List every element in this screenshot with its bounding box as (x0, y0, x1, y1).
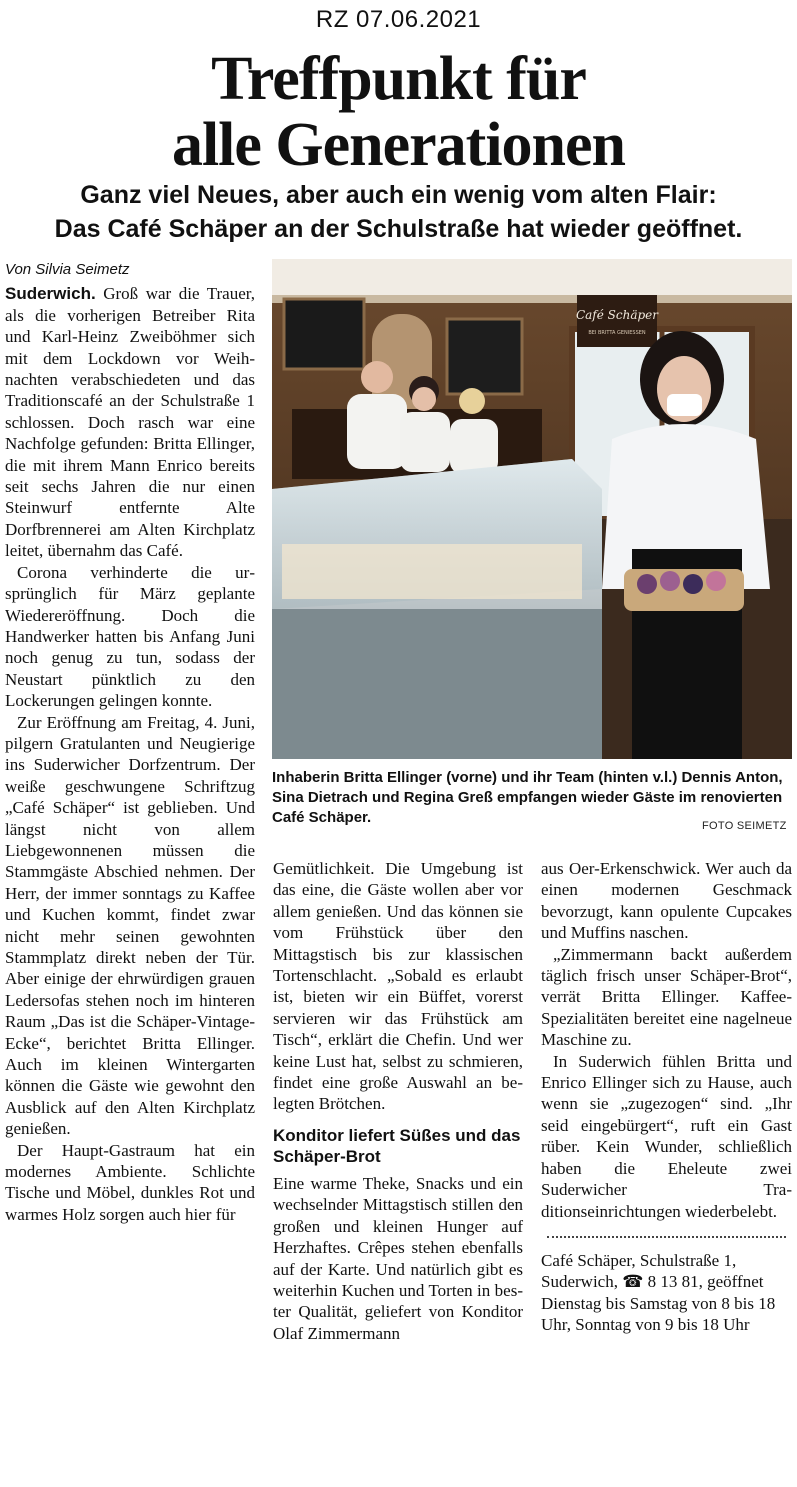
article-column-3 (541, 858, 792, 1336)
paragraph (5, 283, 255, 561)
cafe-interior-photo (272, 259, 792, 759)
dotted-divider (547, 1236, 786, 1238)
subheadline-line-1: Ganz viel Neues, aber auch ein wenig vom alten Flair: (80, 181, 717, 209)
paragraph: Zur Eröffnung am Freitag, 4. Juni, pilgern Gratulanten und Neugierige ins Suderwicher Dorfzentrum. Der weiße geschwungene Schriftzug „Café Schäper“ ist geblieben. Und längst nicht von allem Liebgewonnenen müssen die Stammgäste Abschied nehmen. Der Herr, der immer sonntags zu Kaffee und Kuchen kommt, findet zwar nicht mehr seinen gewohnten Stammplatz direkt neben der Tür. Aber einige der ehrwürdigen grauen Ledersofas stehen noch im hinteren Raum „Das ist die Schäper-Vintage-Ecke“, berichtet Britta Ellinger. Auch im kleinen Wintergarten können die Gäste wie gewohnt den Ausblick auf den Alten Kirchplatz genießen. (5, 712, 255, 1139)
subheadline-line-2: Das Café Schäper an der Schulstraße hat wieder geöffnet. (54, 215, 743, 243)
photo-credit: FOTO SEIMETZ (702, 820, 787, 832)
article-photo (272, 259, 792, 759)
paragraph: Gemütlichkeit. Die Umgebung ist das eine, die Gäste wollen aber vor allem genießen. Und das können sie vom Frühstück über den Mittagstisch bis zur klassischen Tortenschlacht. „Sobald es erlaubt ist, bieten wir ein Büffet, vorerst servieren wir das Frühstück am Tisch“, erklärt die Chefin. Und wer keine Lust hat, selbst zu schmieren, findet eine große Auswahl an belegten Brötchen. (273, 859, 523, 1114)
dateline-location: Suderwich. (5, 284, 96, 304)
headline-line-1: Treffpunkt für (211, 45, 586, 113)
paragraph-text: Groß war die Trauer, als die vorherigen Betreiber Rita und Karl-Heinz Zweiböhmer sich mit dem Lockdown vor Weihnachten verabschiedeten und das Traditionscafé an der Schulstraße 1 schlossen. Doch rasch war eine Nachfolge gefunden: Britta Ellinger, die mit ihrem Mann Enrico bereits seit sechs Jahren die nur einen Steinwurf entfernte Alte Dorfbrennerei am Alten Kirchplatz leitet, übernahm das Café. (5, 284, 256, 561)
sign-subtext: BEI BRITTA GENIESSEN (588, 330, 646, 336)
dateline: RZ 07.06.2021 (315, 6, 482, 33)
byline: Von Silvia Seimetz (5, 261, 130, 278)
paragraph: Eine warme Theke, Snacks und ein wechselnder Mittagstisch stillen den großen und kleinen Hunger auf Herzhaftes. Crêpes stehen ebenfalls auf der Karte. Und natürlich gibt es weiterhin Kuchen und Torten in bester Qualität, geliefert von Konditor Olaf Zimmermann (273, 1173, 523, 1343)
info-box: Café Schäper, Schulstraße 1, Suderwich, ☎ 8 13 81, geöffnet Dienstag bis Samstag von 8 bis 18 Uhr, Sonntag von 9 bis 18 Uhr (541, 1250, 776, 1335)
article-column-1 (5, 259, 255, 1225)
article-column-2 (273, 858, 523, 1344)
paragraph: Der Haupt-Gastraum hat ein modernes Ambiente. Schlichte Tische und Möbel, dunkles Rot und warmes Holz sorgen auch hier für (5, 1140, 255, 1224)
subheadline (0, 178, 797, 246)
paragraph: „Zimmermann backt außerdem täglich frisch unser Schäper-Brot“, verrät Britta Ellinger. Kaffee-Spezialitäten bereitet eine nagelneue Maschine zu. (541, 944, 792, 1050)
headline (0, 46, 797, 178)
article-subheading: Konditor liefert Süßes und das Schäper-Brot (273, 1125, 521, 1166)
headline-line-2: alle Generationen (171, 111, 626, 179)
photo-caption: Inhaberin Britta Ellinger (vorne) und ihr Team (hinten v.l.) Dennis Anton, Sina Dietrach und Regina Greß empfangen wieder Gäste im renovierten Café Schäper. (272, 769, 783, 826)
paragraph: Corona verhinderte die ursprünglich für März geplante Wiedereröffnung. Doch die Handwerker hatten bis Anfang Juni noch genug zu tun, sodass der Neustart pünktlich zu den Lockerungen gelingen konnte. (5, 562, 255, 711)
sign-text: Café Schäper (575, 308, 659, 322)
paragraph: aus Oer-Erkenschwick. Wer auch da einen modernen Geschmack bevorzugt, kann opulente Cupcakes und Muffins naschen. (541, 859, 792, 943)
paragraph: In Suderwich fühlen Britta und Enrico Ellinger sich zu Hause, auch wenn sie „zugezogen“ sind. „Ihr seid eingebürgert“, ruft ein Gast rüber. Kein Wunder, schließlich haben die Eheleute zwei Suderwicher Traditionseinrichtungen wiederbelebt. (541, 1051, 792, 1221)
